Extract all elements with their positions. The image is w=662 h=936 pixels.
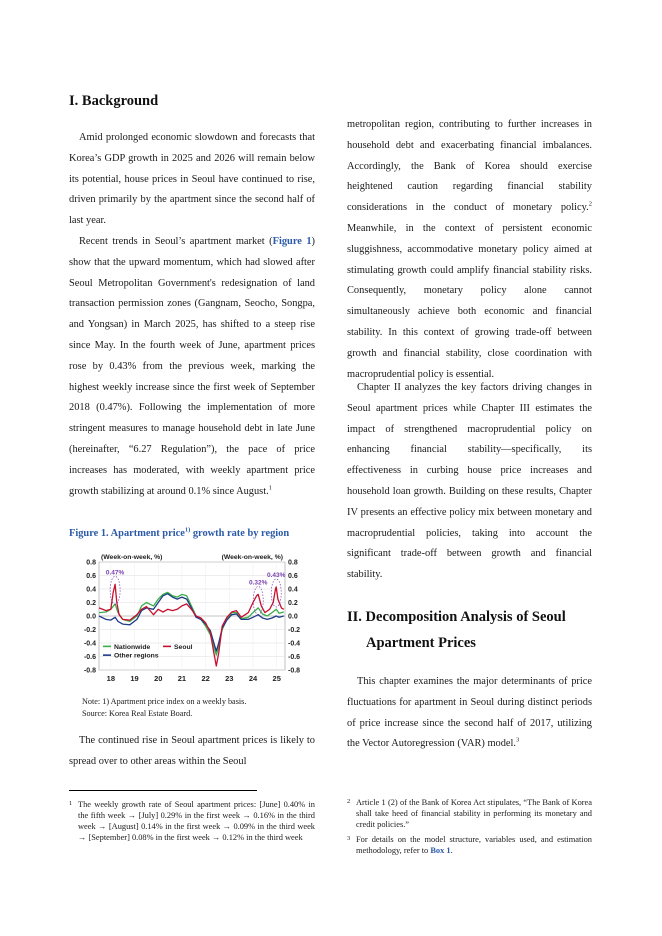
- footnote-1-mark: 1: [69, 800, 73, 807]
- x-tick-label: 21: [177, 674, 187, 683]
- peak-annotation-label: 0.47%: [105, 569, 125, 577]
- y-tick-label-left: 0.0: [86, 613, 96, 621]
- decomposition-text: This chapter examines the major determinants of price fluctuations for apartment in Seoul during distinct periods of price increase since the second half of 2017, utilizing the Vector Autoregression (VAR) model.: [347, 676, 592, 750]
- footnote-ref-2[interactable]: 2: [588, 200, 592, 208]
- para4-text-start: metropolitan region, contributing to further increases in household debt and exacerbating financial imbalances. Accordingly, the Bank of Korea should exercise heightened caution regarding financial stability considerations in the conduct of monetary policy.: [347, 119, 592, 214]
- x-tick-label: 22: [201, 674, 210, 683]
- figure-title-text-end: growth rate by region: [190, 528, 290, 539]
- footnote-3: [347, 834, 592, 856]
- y-tick-label-right: 0.2: [288, 600, 298, 607]
- legend-label: Other regions: [114, 652, 159, 660]
- y-tick-label-left: 0.2: [86, 600, 96, 607]
- y-tick-label-right: -0.4: [288, 640, 301, 648]
- footnote-2-mark: 2: [347, 798, 351, 805]
- section-heading-background: I. Background: [69, 93, 159, 109]
- box-1-link[interactable]: Box 1: [430, 846, 451, 855]
- para2-text-end: ) show that the upward momentum, which had slowed after Seoul Metropolitan Government's redesignation of land transaction permission zones (Gangnam, Seocho, Songpa, and Yongsan) in March 2025, has shifted to a steep rise since May. In the fourth week of June, apartment prices rose by 0.43% from the previous week, marking the highest weekly increase since the first week of September 2018 (0.47%). Following the implementation of more stringent measures to manage household debt in late June (hereinafter, “6.27 Regulation”), the pace of price increases has moderated, with weekly apartment price growth stabilizing at around 0.1% since August.: [69, 236, 315, 497]
- legend-label: Seoul: [174, 643, 193, 651]
- y-tick-label-right: -0.6: [288, 654, 301, 661]
- y-tick-label-right: -0.8: [288, 667, 301, 675]
- y-tick-label-left: -0.4: [83, 640, 96, 648]
- x-tick-label: 23: [225, 674, 234, 683]
- section-heading-line-2: Apartment Prices: [366, 635, 476, 651]
- figure-1-link[interactable]: Figure 1: [272, 236, 312, 247]
- footnote-ref-3[interactable]: 3: [516, 736, 520, 744]
- x-tick-label: 25: [272, 674, 281, 683]
- footnote-2-text: Article 1 (2) of the Bank of Korea Act stipulates, “The Bank of Korea shall take heed of financial stability in performing its monetary and credit policies.”: [356, 798, 592, 829]
- x-tick-label: 24: [248, 674, 258, 683]
- y-tick-label-left: 0.8: [86, 559, 96, 567]
- footnote-2: [347, 797, 592, 830]
- y-tick-label-right: 0.4: [288, 586, 298, 594]
- section-heading-line-1: II. Decomposition Analysis of Seoul: [347, 609, 566, 625]
- y-tick-label-right: -0.2: [288, 627, 301, 634]
- background-paragraph-3: The continued rise in Seoul apartment prices is likely to spread over to other areas within the Seoul: [69, 735, 315, 767]
- figure-title-note-ref: 1): [184, 526, 191, 534]
- decomposition-paragraph-1: [347, 672, 592, 755]
- y-tick-label-right: 0.6: [288, 573, 298, 580]
- y-tick-label-left: 0.6: [86, 573, 96, 580]
- footnote-1: [69, 799, 315, 843]
- x-tick-label: 20: [154, 674, 163, 683]
- background-paragraph-1: Amid prolonged economic slowdown and forecasts that Korea’s GDP growth in 2025 and 2026 will remain below its potential, house prices in Seoul have continued to rise, driven primarily by the apartment since the second half of last year.: [69, 132, 315, 227]
- footnote-divider: [69, 790, 257, 791]
- figure-source: Source: Korea Real Estate Board.: [82, 709, 193, 718]
- figure-title-text: Figure 1. Apartment price: [69, 528, 185, 539]
- footnote-ref-1[interactable]: 1: [268, 484, 272, 492]
- chart-legend: [103, 644, 193, 660]
- footnote-1-text: The weekly growth rate of Seoul apartment prices: [June] 0.40% in the fifth week → [July] 0.29% in the first week → 0.16% in the third week → [August] 0.14% in the first week → 0.09% in the third week → [September] 0.08% in the first week → 0.12% in the third week: [78, 800, 315, 842]
- y-tick-label-right: 0.8: [288, 559, 298, 567]
- para2-text-start: Recent trends in Seoul’s apartment market (: [79, 236, 273, 247]
- footnote-3-text: For details on the model structure, variables used, and estimation methodology, refer to: [356, 835, 592, 855]
- y-tick-label-left: -0.2: [83, 627, 96, 634]
- peak-annotation-label: 0.43%: [267, 571, 286, 579]
- left-axis-label: (Week-on-week, %): [101, 554, 163, 561]
- footnote-3-mark: 3: [347, 835, 351, 842]
- y-tick-label-left: -0.6: [83, 654, 96, 661]
- legend-label: Nationwide: [114, 643, 151, 651]
- footnote-3-text-end: .: [450, 846, 453, 855]
- figure-note: Note: 1) Apartment price index on a weekly basis.: [82, 697, 247, 706]
- peak-highlight: [271, 579, 281, 607]
- background-paragraph-3-continued: [347, 115, 592, 385]
- background-paragraph-2: [69, 232, 315, 502]
- background-paragraph-4: Chapter II analyzes the key factors driving changes in Seoul apartment prices while Chapter III estimates the impact of strengthened macroprudential policy on enhancing financial stability—specifically, its effectiveness in curbing house price increases and household loan growth. Building on these results, Chapter IV presents an effective policy mix between monetary and macroprudential policies, taking into account the significant trade-off between growth and financial stability.: [347, 382, 592, 581]
- para4-text-end: Meanwhile, in the context of persistent economic sluggishness, accommodative monetary policy aimed at stimulating growth could amplify financial stability risks. Consequently, monetary policy alone cannot simultaneously achieve both economic and financial stability. In this context of growing trade-off between growth and financial stability, close coordination with macroprudential policy is essential.: [347, 222, 592, 380]
- x-tick-label: 19: [130, 674, 139, 683]
- x-tick-label: 18: [106, 674, 116, 683]
- y-tick-label-right: 0.0: [288, 613, 298, 621]
- figure-1-title: [69, 528, 289, 539]
- right-axis-label: (Week-on-week, %): [221, 554, 283, 561]
- y-tick-label-left: -0.8: [83, 667, 96, 675]
- peak-annotation-label: 0.32%: [249, 579, 268, 587]
- apartment-price-chart: [69, 550, 315, 688]
- y-tick-label-left: 0.4: [86, 586, 96, 594]
- section-heading-decomposition: [347, 604, 592, 656]
